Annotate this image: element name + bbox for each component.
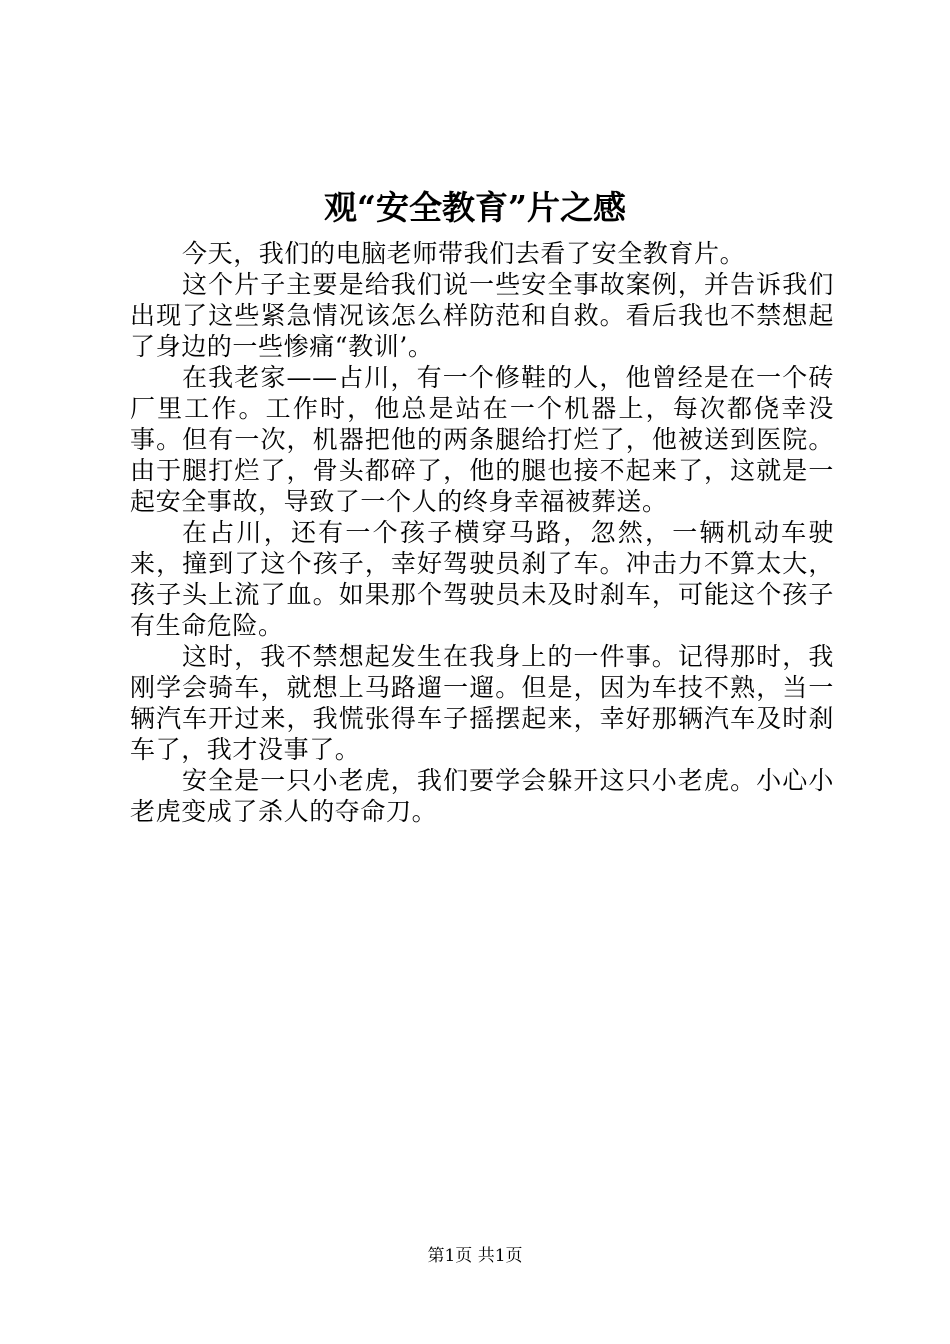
paragraph-5: 这时，我不禁想起发生在我身上的一件事。记得那时，我刚学会骑车，就想上马路遛一遛。但是，因为车技不熟，当一辆汽车开过来，我慌张得车子摇摆起来，幸好那辆汽车及时刹车了，我才没事了。 <box>130 642 834 764</box>
page-footer: 第1页 共1页 <box>427 1246 523 1266</box>
paragraph-2: 这个片子主要是给我们说一些安全事故案例，并告诉我们出现了这些紧急情况该怎么样防范和自救。看后我也不禁想起了身边的一些惨痛“教训’。 <box>130 270 834 361</box>
paragraph-6: 安全是一只小老虎，我们要学会躲开这只小老虎。小心小老虎变成了杀人的夺命刀。 <box>130 766 834 826</box>
document-body <box>130 238 834 827</box>
paragraph-4: 在占川，还有一个孩子横穿马路，忽然，一辆机动车驶来，撞到了这个孩子，幸好驾驶员刹了车。冲击力不算太大，孩子头上流了血。如果那个驾驶员未及时刹车，可能这个孩子有生命危险。 <box>130 518 834 640</box>
paragraph-3: 在我老家——占川，有一个修鞋的人，他曾经是在一个砖厂里工作。工作时，他总是站在一个机器上，每次都侥幸没事。但有一次，机器把他的两条腿给打烂了，他被送到医院。由于腿打烂了，骨头都碎了，他的腿也接不起来了，这就是一起安全事故，导致了一个人的终身幸福被葬送。 <box>130 363 834 516</box>
document-title: 观“安全教育”片之感 <box>324 188 626 227</box>
paragraph-1: 今天，我们的电脑老师带我们去看了安全教育片。 <box>182 239 746 268</box>
